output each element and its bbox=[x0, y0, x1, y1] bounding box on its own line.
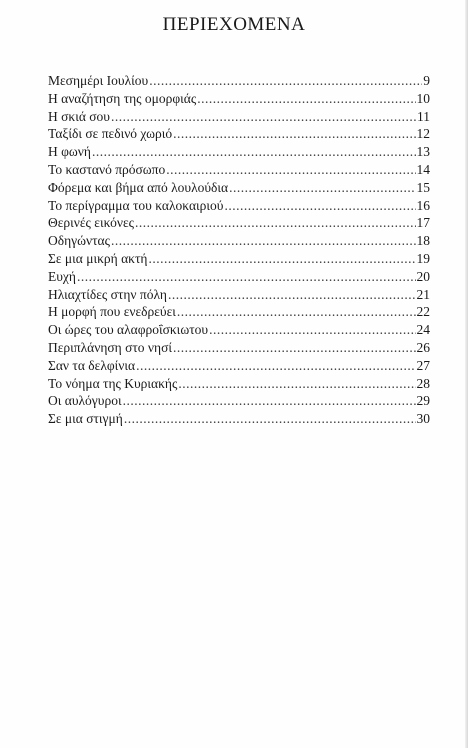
toc-entry-title: Η μορφή που ενεδρεύει bbox=[48, 304, 176, 320]
toc-entry-title: Το νόημα της Κυριακής bbox=[48, 375, 178, 391]
dot-leader bbox=[173, 339, 416, 357]
toc-entry-title: Σε μια στιγμή bbox=[48, 411, 123, 427]
toc-entry-page-number: 26 bbox=[416, 339, 430, 355]
toc-entry-page-number: 19 bbox=[416, 250, 430, 266]
toc-entry bbox=[48, 179, 430, 197]
dot-leader bbox=[229, 179, 415, 197]
toc-entry-page-number: 18 bbox=[416, 233, 430, 249]
toc-entry bbox=[48, 303, 430, 321]
table-of-contents bbox=[48, 72, 430, 428]
toc-entry bbox=[48, 197, 430, 215]
toc-entry-page-number: 15 bbox=[416, 179, 430, 195]
dot-leader bbox=[77, 268, 416, 286]
toc-entry-title: Μεσημέρι Ιουλίου bbox=[48, 73, 149, 88]
toc-entry-page-number: 17 bbox=[416, 215, 430, 231]
toc-entry bbox=[48, 410, 430, 428]
toc-entry-page-number: 10 bbox=[416, 90, 430, 106]
toc-entry bbox=[48, 161, 430, 179]
toc-entry-page-number: 9 bbox=[423, 73, 430, 88]
toc-entry-page-number: 11 bbox=[417, 108, 430, 124]
dot-leader bbox=[168, 286, 416, 304]
toc-entry bbox=[48, 392, 430, 410]
dot-leader bbox=[224, 197, 415, 215]
toc-entry bbox=[48, 339, 430, 357]
toc-entry-title: Η φωνή bbox=[48, 144, 91, 160]
toc-entry-page-number: 12 bbox=[416, 126, 430, 142]
page-title: ΠΕΡΙΕΧΟΜΕΝΑ bbox=[162, 14, 306, 35]
toc-entry bbox=[48, 214, 430, 232]
toc-entry-page-number: 29 bbox=[416, 393, 430, 409]
dot-leader bbox=[135, 214, 416, 232]
toc-entry-title: Οι αυλόγυροι bbox=[48, 393, 122, 409]
toc-entry-title: Η σκιά σου bbox=[48, 108, 110, 124]
toc-entry-page-number: 21 bbox=[416, 286, 430, 302]
dot-leader bbox=[111, 232, 416, 250]
toc-entry bbox=[48, 375, 430, 393]
dot-leader bbox=[149, 72, 422, 90]
dot-leader bbox=[166, 161, 415, 179]
toc-entry bbox=[48, 90, 430, 108]
dot-leader bbox=[111, 108, 416, 126]
dot-leader bbox=[173, 125, 415, 143]
toc-entry-page-number: 14 bbox=[416, 161, 430, 177]
toc-entry-title: Το περίγραμμα του καλοκαιριού bbox=[48, 197, 224, 213]
toc-entry-page-number: 22 bbox=[416, 304, 430, 320]
toc-entry-title: Οι ώρες του αλαφροΐσκιωτου bbox=[48, 322, 209, 338]
toc-entry-page-number: 24 bbox=[416, 322, 430, 338]
toc-entry-title: Οδηγώντας bbox=[48, 233, 110, 249]
toc-entry-title: Ευχή bbox=[48, 268, 76, 284]
dot-leader bbox=[92, 143, 416, 161]
toc-entry bbox=[48, 143, 430, 161]
toc-entry bbox=[48, 72, 430, 90]
dot-leader bbox=[124, 410, 416, 428]
toc-entry bbox=[48, 357, 430, 375]
toc-entry-title: Φόρεμα και βήμα από λουλούδια bbox=[48, 179, 229, 195]
toc-entry bbox=[48, 286, 430, 304]
toc-entry-title: Ηλιαχτίδες στην πόλη bbox=[48, 286, 167, 302]
toc-entry-page-number: 30 bbox=[416, 411, 430, 427]
dot-leader bbox=[178, 375, 415, 393]
toc-entry-page-number: 20 bbox=[416, 268, 430, 284]
toc-entry bbox=[48, 232, 430, 250]
dot-leader bbox=[209, 321, 415, 339]
toc-entry-title: Σαν τα δελφίνια bbox=[48, 357, 136, 373]
toc-entry bbox=[48, 321, 430, 339]
toc-entry-title: Θερινές εικόνες bbox=[48, 215, 134, 231]
dot-leader bbox=[136, 357, 415, 375]
toc-entry-title: Σε μια μικρή ακτή bbox=[48, 250, 148, 266]
toc-entry-page-number: 27 bbox=[416, 357, 430, 373]
toc-entry-page-number: 16 bbox=[416, 197, 430, 213]
dot-leader bbox=[148, 250, 415, 268]
toc-entry bbox=[48, 268, 430, 286]
toc-entry bbox=[48, 125, 430, 143]
dot-leader bbox=[197, 90, 415, 108]
dot-leader bbox=[123, 392, 416, 410]
toc-entry-page-number: 28 bbox=[416, 375, 430, 391]
toc-entry bbox=[48, 250, 430, 268]
dot-leader bbox=[177, 303, 416, 321]
toc-entry-title: Η αναζήτηση της ομορφιάς bbox=[48, 90, 197, 106]
toc-entry-title: Ταξίδι σε πεδινό χωριό bbox=[48, 126, 173, 142]
toc-entry-title: Το καστανό πρόσωπο bbox=[48, 161, 166, 177]
toc-entry bbox=[48, 108, 430, 126]
toc-entry-title: Περιπλάνηση στο νησί bbox=[48, 339, 172, 355]
toc-entry-page-number: 13 bbox=[416, 144, 430, 160]
